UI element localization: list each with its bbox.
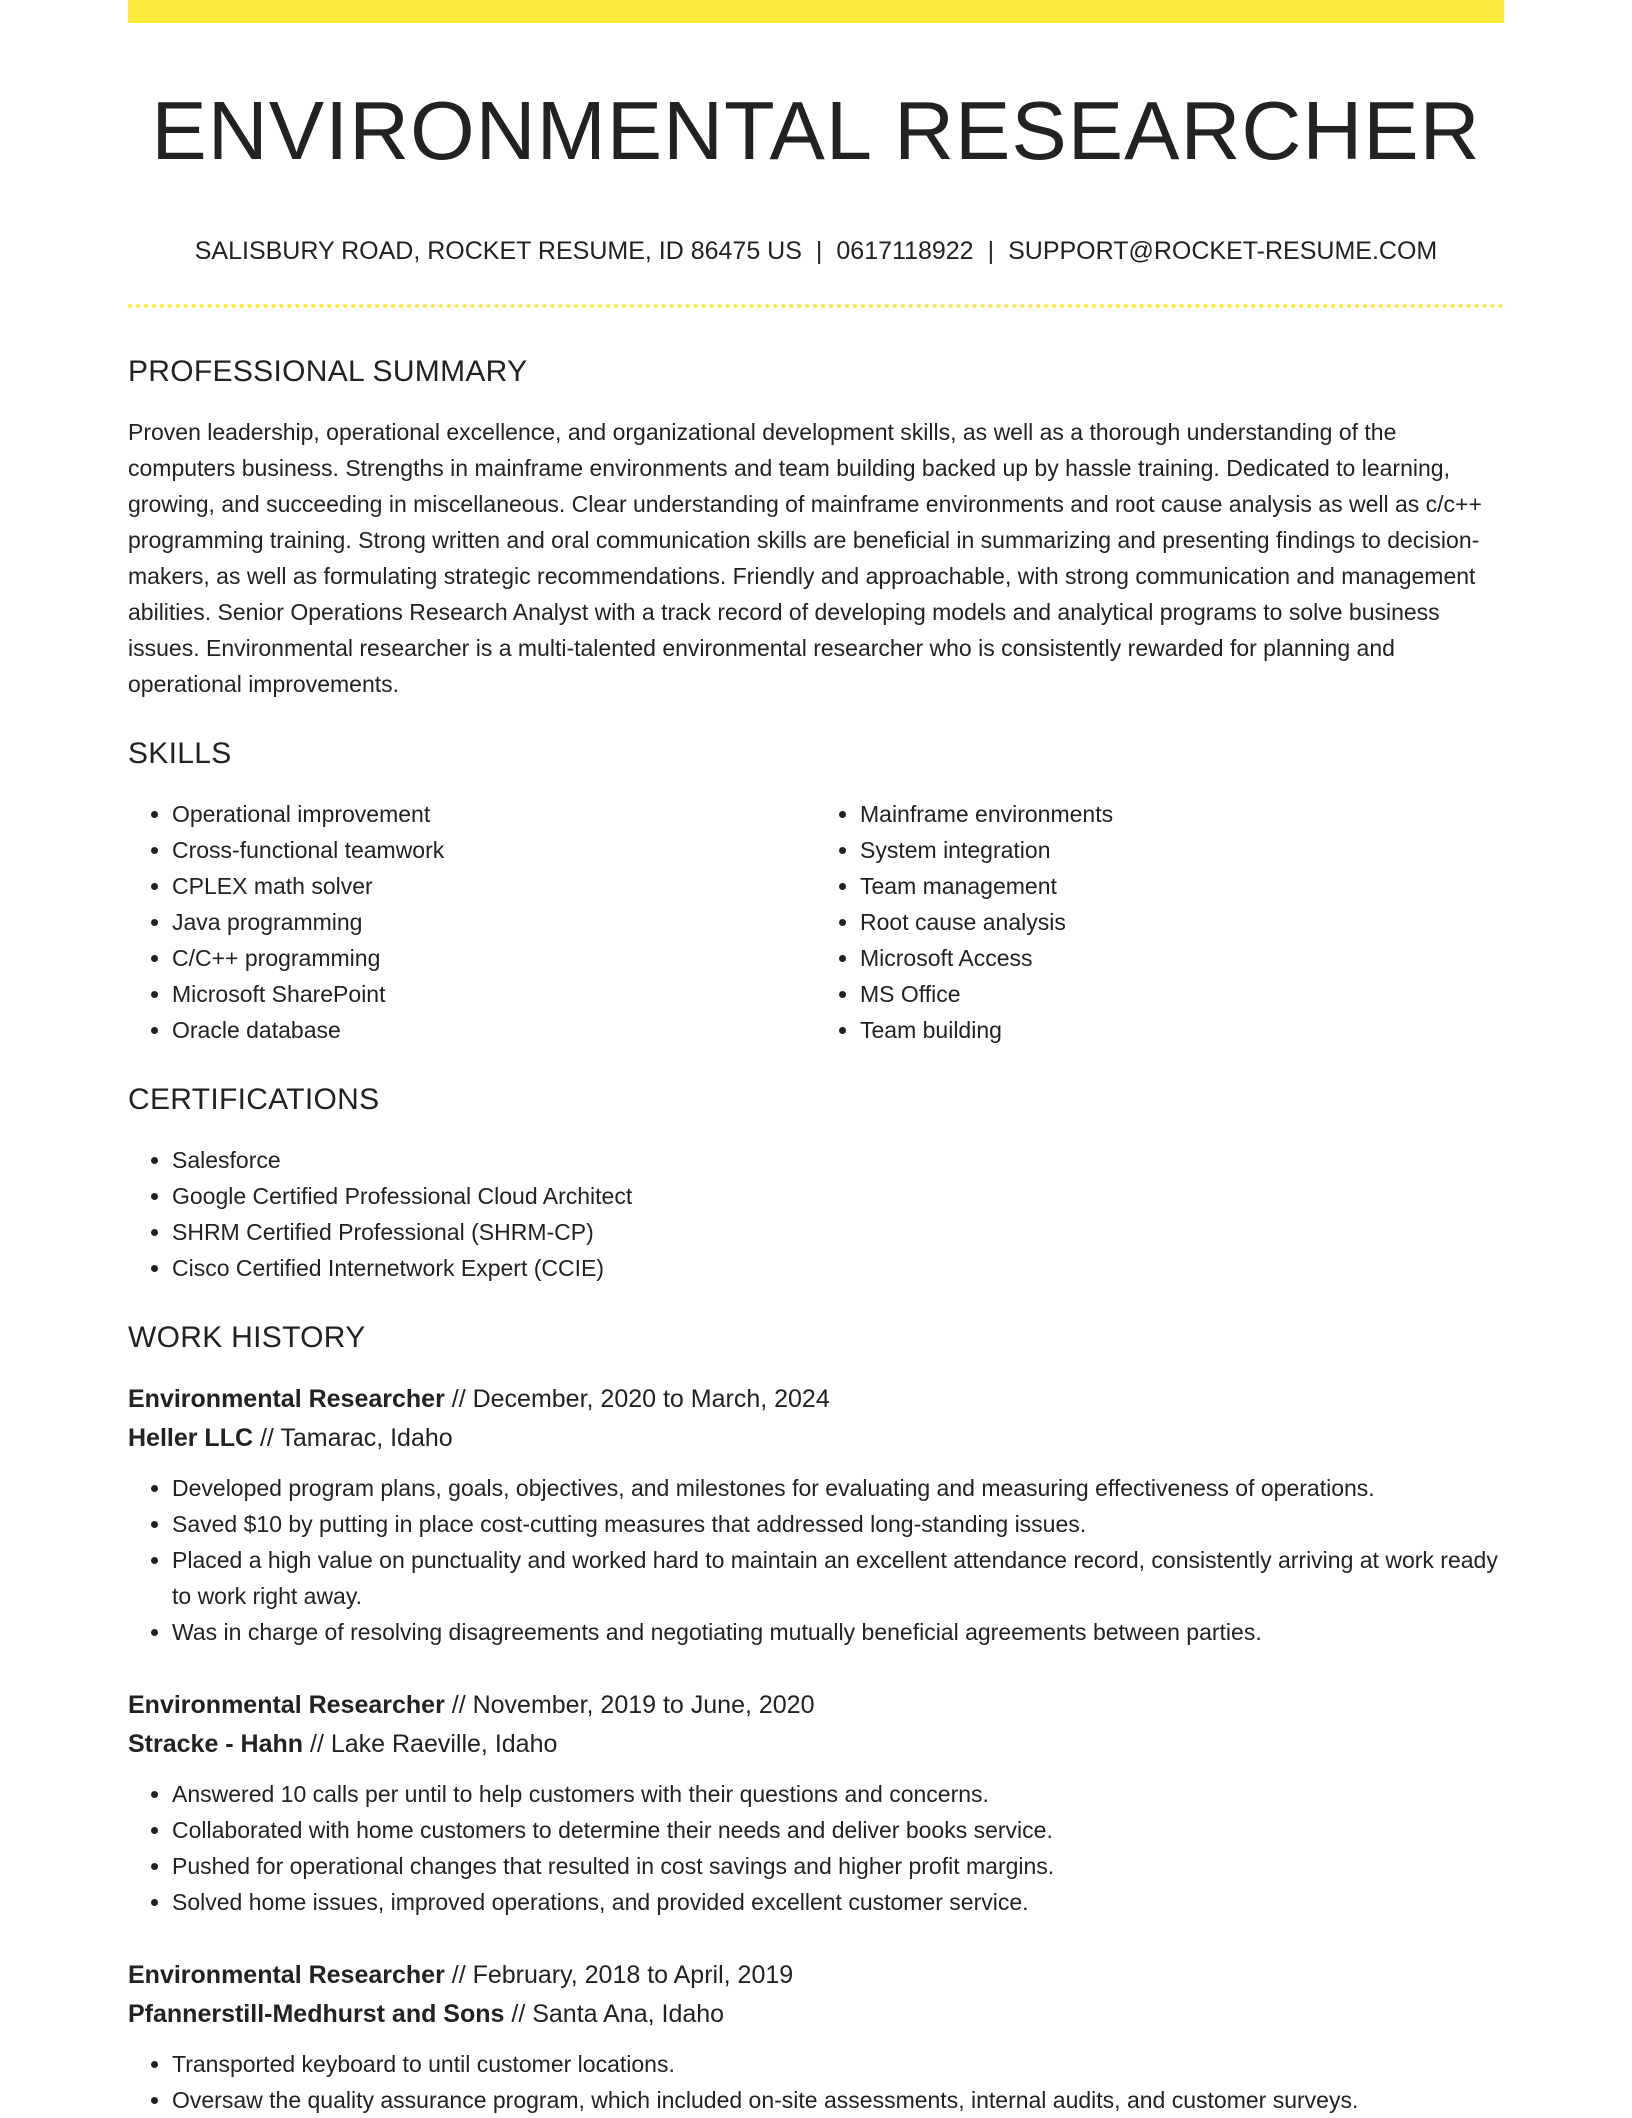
skill-item: • Oracle database	[172, 1012, 816, 1048]
certification-item: • Cisco Certified Internetwork Expert (CCIE)	[172, 1250, 1504, 1286]
contact-address: SALISBURY ROAD, ROCKET RESUME, ID 86475 US	[194, 237, 802, 266]
job-location: // Tamarac, Idaho	[253, 1424, 453, 1453]
job-title-line	[128, 1956, 1504, 1995]
resume-page	[128, 0, 1504, 2118]
job-company-line	[128, 1725, 1504, 1764]
job-title-line	[128, 1380, 1504, 1419]
job-bullet: • Transported keyboard to until customer locations.	[172, 2046, 1504, 2082]
job-bullet: • Pushed for operational changes that resulted in cost savings and higher profit margins.	[172, 1848, 1504, 1884]
summary-text: Proven leadership, operational excellence, and organizational development skills, as well as a thorough understanding of the computers business. Strengths in mainframe environments and team building backed up by hassle training. Dedicated to learning, growing, and succeeding in miscellaneous. Clear understanding of mainframe environments and root cause analysis as well as c/c++ programming training. Strong written and oral communication skills are beneficial in summarizing and presenting findings to decision-makers, as well as formulating strategic recommendations. Friendly and approachable, with strong communication and management abilities. Senior Operations Research Analyst with a track record of developing models and analytical programs to solve business issues. Environmental researcher is a multi-talented environmental researcher who is consistently rewarded for planning and operational improvements.	[128, 419, 1482, 698]
contact-separator: |	[987, 237, 995, 266]
job-role: Environmental Researcher	[128, 1691, 445, 1720]
certification-item: • Salesforce	[172, 1142, 1504, 1178]
job-dates: // November, 2019 to June, 2020	[444, 1691, 815, 1720]
job-title-line	[128, 1686, 1504, 1725]
section-title-work-history: WORK HISTORY	[128, 1321, 366, 1355]
summary-section	[128, 354, 1504, 702]
job-role: Environmental Researcher	[128, 1385, 445, 1414]
job-bullets	[128, 2046, 1504, 2118]
job-company-line	[128, 1995, 1504, 2034]
job-entry	[128, 1380, 1504, 1650]
job-bullet: • Oversaw the quality assurance program, which included on-site assessments, internal audits, and customer surveys.	[172, 2082, 1504, 2118]
contact-email: SUPPORT@ROCKET-RESUME.COM	[1008, 237, 1438, 266]
job-bullet: • Placed a high value on punctuality and worked hard to maintain an excellent attendance record, consistently arriving at work ready to work right away.	[172, 1542, 1504, 1614]
contact-line	[128, 236, 1504, 266]
job-role: Environmental Researcher	[128, 1961, 445, 1990]
skill-item: • Microsoft SharePoint	[172, 976, 816, 1012]
certification-item: • Google Certified Professional Cloud Architect	[172, 1178, 1504, 1214]
certifications-list	[128, 1142, 1504, 1286]
skill-item: • System integration	[860, 832, 1504, 868]
job-company: Pfannerstill-Medhurst and Sons	[128, 2000, 505, 2029]
skill-item: • Team management	[860, 868, 1504, 904]
skill-item: • Operational improvement	[172, 796, 816, 832]
job-location: // Lake Raeville, Idaho	[303, 1730, 558, 1759]
work-history-section	[128, 1320, 1504, 2118]
job-bullet: • Was in charge of resolving disagreements and negotiating mutually beneficial agreements between parties.	[172, 1614, 1504, 1650]
skills-list-left	[128, 796, 816, 1048]
top-accent-bar	[128, 0, 1504, 23]
contact-separator: |	[815, 237, 823, 266]
section-title-skills: SKILLS	[128, 737, 232, 771]
skill-item: • Java programming	[172, 904, 816, 940]
job-dates: // February, 2018 to April, 2019	[444, 1961, 794, 1990]
job-bullet: • Saved $10 by putting in place cost-cutting measures that addressed long-standing issues.	[172, 1506, 1504, 1542]
job-bullet: • Developed program plans, goals, objectives, and milestones for evaluating and measuring effectiveness of operations.	[172, 1470, 1504, 1506]
job-location: // Santa Ana, Idaho	[504, 2000, 725, 2029]
job-bullet: • Answered 10 calls per until to help customers with their questions and concerns.	[172, 1776, 1504, 1812]
skill-item: • C/C++ programming	[172, 940, 816, 976]
job-company: Heller LLC	[128, 1424, 254, 1453]
skills-list-right	[816, 796, 1504, 1048]
skill-item: • Microsoft Access	[860, 940, 1504, 976]
skills-section	[128, 736, 1504, 1048]
job-company-line	[128, 1419, 1504, 1458]
skill-item: • Team building	[860, 1012, 1504, 1048]
certifications-section	[128, 1082, 1504, 1286]
certification-item: • SHRM Certified Professional (SHRM-CP)	[172, 1214, 1504, 1250]
job-entry	[128, 1956, 1504, 2118]
job-company: Stracke - Hahn	[128, 1730, 304, 1759]
job-bullets	[128, 1470, 1504, 1650]
job-bullet: • Solved home issues, improved operations, and provided excellent customer service.	[172, 1884, 1504, 1920]
skill-item: • Root cause analysis	[860, 904, 1504, 940]
contact-phone: 0617118922	[836, 237, 974, 266]
skills-columns	[128, 796, 1504, 1048]
skill-item: • MS Office	[860, 976, 1504, 1012]
job-bullets	[128, 1776, 1504, 1920]
job-entry	[128, 1686, 1504, 1920]
section-title-certifications: CERTIFICATIONS	[128, 1083, 380, 1117]
section-title-summary: PROFESSIONAL SUMMARY	[128, 355, 528, 389]
skill-item: • Cross-functional teamwork	[172, 832, 816, 868]
skill-item: • Mainframe environments	[860, 796, 1504, 832]
header-divider	[128, 304, 1504, 308]
skill-item: • CPLEX math solver	[172, 868, 816, 904]
resume-name: ENVIRONMENTAL RESEARCHER	[151, 84, 1481, 177]
job-dates: // December, 2020 to March, 2024	[444, 1385, 830, 1414]
job-bullet: • Collaborated with home customers to determine their needs and deliver books service.	[172, 1812, 1504, 1848]
